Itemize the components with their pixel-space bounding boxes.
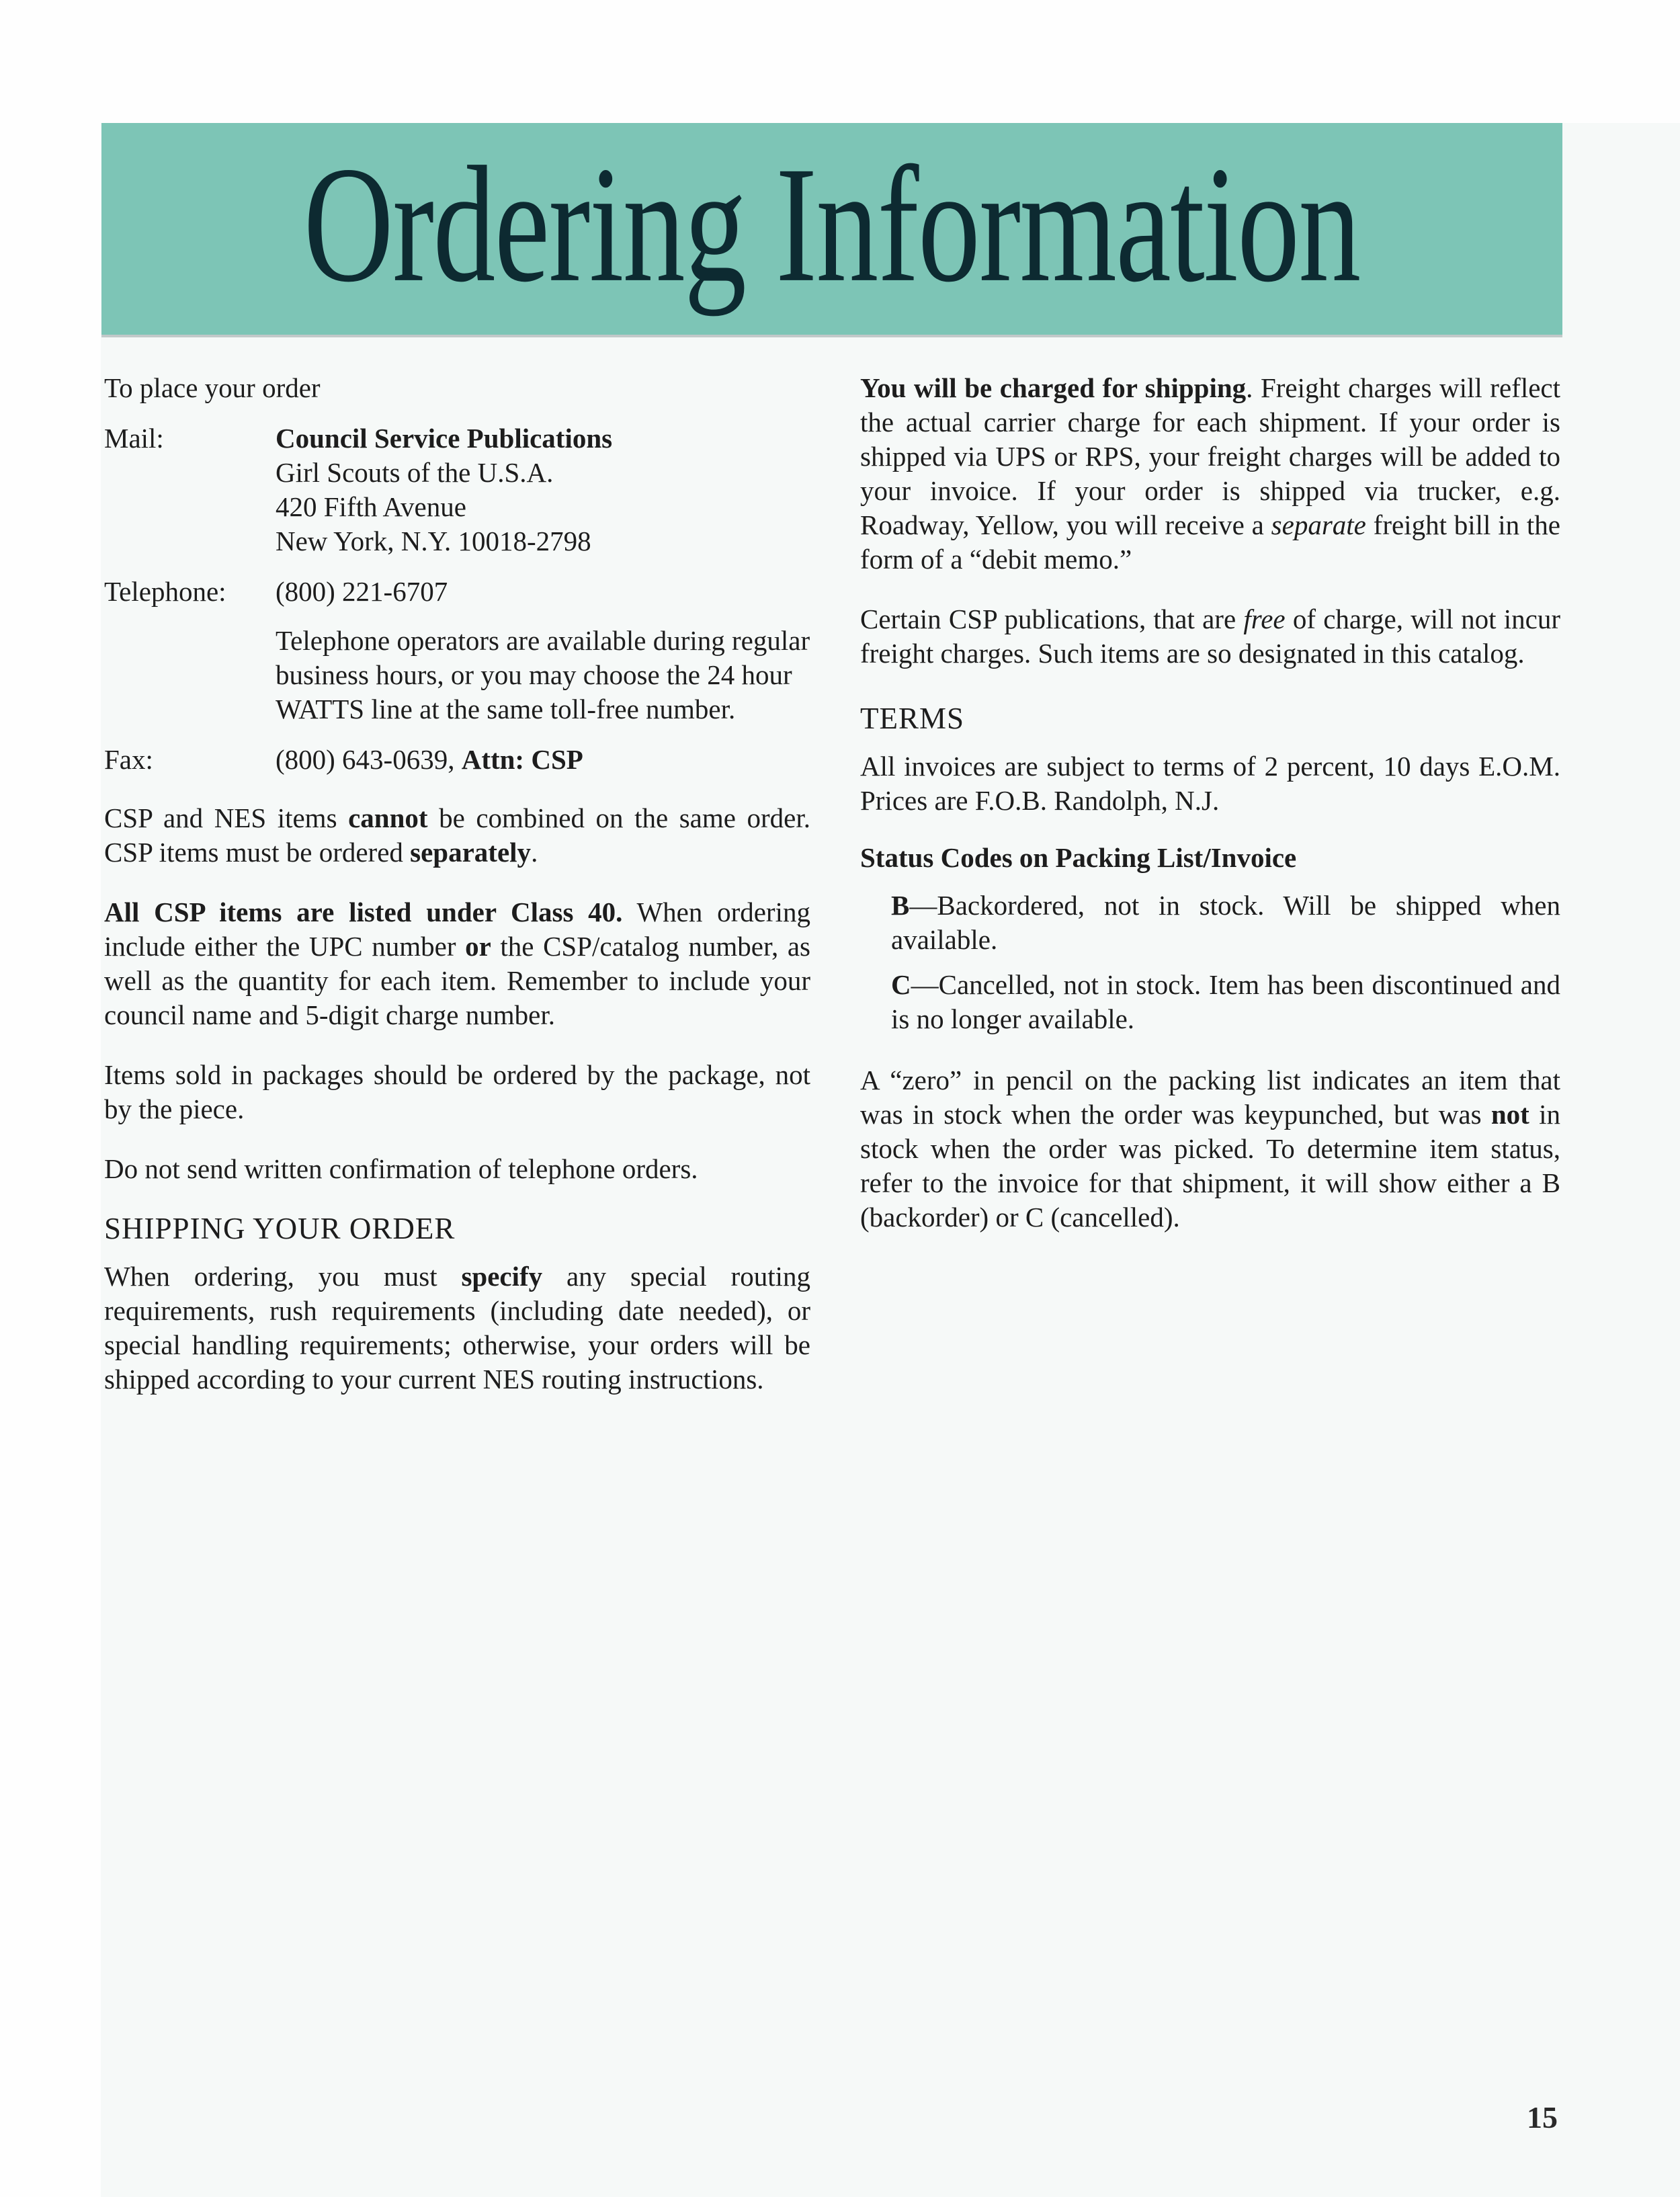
shipping-paragraph: When ordering, you must specify any special routing requirements, rush requirements (including date needed), or special handling requirements; otherwise, your orders will be shipped according to your current NES routing instructions. (104, 1261, 810, 1395)
left-column (104, 371, 810, 1397)
csp-nes-paragraph: CSP and NES items cannot be combined on the same order. CSP items must be ordered separately. (104, 802, 810, 868)
telephone-note: Telephone operators are available during regular business hours, or you may choose the 24 hour WATTS line at the same toll-free number. (276, 625, 810, 724)
page-content (104, 371, 1560, 1397)
shipping-charge-paragraph: You will be charged for shipping. Freight charges will reflect the actual carrier charge for each shipment. If your order is shipped via UPS or RPS, your freight charges will be added to your invoice. If your order is shipped via trucker, e.g. Roadway, Yellow, you will receive a separate freight bill in the form of a “debit memo.” (860, 372, 1560, 575)
status-codes-heading: Status Codes on Packing List/Invoice (860, 842, 1297, 873)
telephone-row (104, 575, 810, 609)
page-banner (101, 123, 1562, 335)
page-number: 15 (1527, 2100, 1558, 2134)
status-item-cancelled: C—Cancelled, not in stock. Item has been discontinued and is no longer available. (891, 969, 1560, 1034)
status-item-backordered: B—Backordered, not in stock. Will be shipped when available. (891, 890, 1560, 955)
fax-number: (800) 643-0639, Attn: CSP (276, 744, 583, 775)
mail-address (276, 421, 810, 558)
class-40-paragraph: All CSP items are listed under Class 40. When ordering include either the UPC number or the CSP/catalog number, as well as the quantity for each item. Remember to include your council name and 5-digit charge number. (104, 897, 810, 1030)
telephone-contact-group (104, 575, 810, 727)
page-left-margin (0, 0, 101, 2197)
shipping-heading: SHIPPING YOUR ORDER (104, 1212, 456, 1245)
confirmation-paragraph: Do not send written confirmation of telephone orders. (104, 1153, 698, 1184)
zero-pencil-paragraph: A “zero” in pencil on the packing list indicates an item that was in stock when the order was keypunched, but was not in stock when the order was picked. To determine item status, refer to the invoice for that shipment, it will show either a B (backorder) or C (cancelled). (860, 1065, 1560, 1233)
fax-label: Fax: (104, 744, 153, 775)
intro-line: To place your order (104, 372, 321, 403)
mail-address-line: Girl Scouts of the U.S.A. (276, 457, 554, 488)
mail-row (104, 421, 810, 558)
mail-contact-group (104, 421, 810, 558)
page-top-margin (0, 0, 1680, 123)
free-publications-paragraph: Certain CSP publications, that are free of charge, will not incur freight charges. Such items are so designated in this catalog. (860, 604, 1560, 669)
terms-heading: TERMS (860, 702, 965, 735)
terms-paragraph: All invoices are subject to terms of 2 percent, 10 days E.O.M. Prices are F.O.B. Randolph, N.J. (860, 751, 1560, 816)
fax-row (104, 743, 810, 777)
telephone-label: Telephone: (104, 576, 226, 607)
fax-contact-group (104, 743, 810, 777)
mail-address-line: New York, N.Y. 10018-2798 (276, 526, 591, 556)
right-column (860, 371, 1560, 1397)
mail-address-line: 420 Fifth Avenue (276, 491, 466, 522)
mail-label: Mail: (104, 423, 164, 454)
telephone-number: (800) 221-6707 (276, 576, 448, 607)
page-title: Ordering Information (303, 132, 1361, 317)
mail-address-line: Council Service Publications (276, 423, 613, 454)
packages-paragraph: Items sold in packages should be ordered by the package, not by the piece. (104, 1059, 810, 1124)
